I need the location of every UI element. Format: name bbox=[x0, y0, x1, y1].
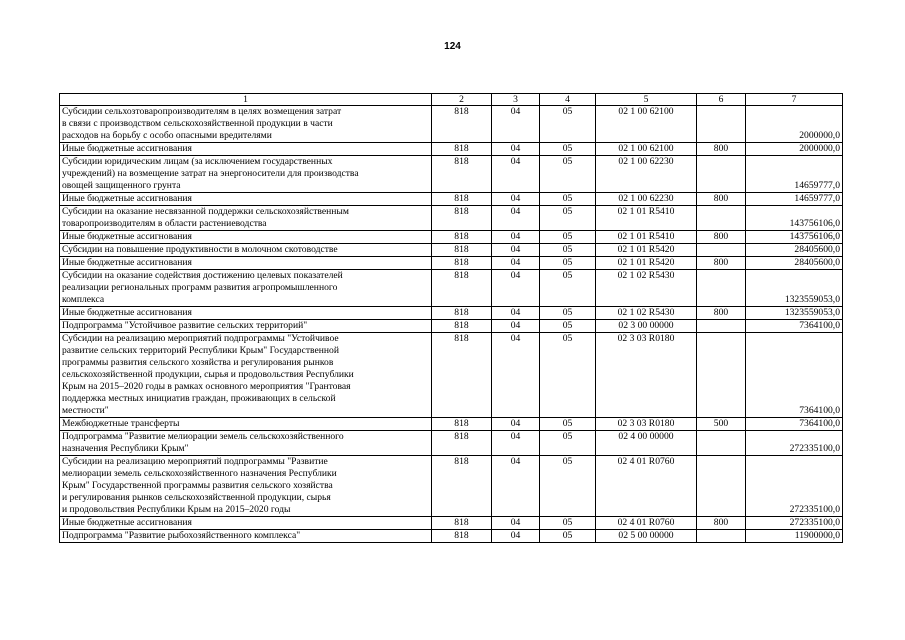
section-code-cell: 04 bbox=[492, 333, 540, 418]
section-code-cell: 04 bbox=[492, 206, 540, 231]
table-row bbox=[60, 270, 843, 307]
table-row bbox=[60, 307, 843, 320]
target-article-cell: 02 1 01 R5410 bbox=[596, 206, 697, 231]
table-row bbox=[60, 456, 843, 517]
section-code-cell: 04 bbox=[492, 244, 540, 257]
amount-cell: 272335100,0 bbox=[746, 456, 843, 517]
budget-table bbox=[59, 93, 843, 543]
target-article-cell: 02 4 01 R0760 bbox=[596, 456, 697, 517]
target-article-cell: 02 1 01 R5420 bbox=[596, 244, 697, 257]
section-code-cell: 04 bbox=[492, 320, 540, 333]
target-article-cell: 02 1 02 R5430 bbox=[596, 270, 697, 307]
section-code-cell: 04 bbox=[492, 530, 540, 543]
item-name-cell: Субсидии на повышение продуктивности в молочном скотоводстве bbox=[60, 244, 432, 257]
expense-type-cell: 800 bbox=[697, 517, 746, 530]
amount-cell: 11900000,0 bbox=[746, 530, 843, 543]
subsection-code-cell: 05 bbox=[540, 431, 596, 456]
item-name-cell: Субсидии на реализацию мероприятий подпрограммы "Развитие мелиорации земель сельскохозяйственного назначения Республики Крым" Государственной программы развития сельского хозяйства и регулирования рынков сельскохозяйственной продукции, сырья и продовольствия Республики Крым на 2015–2020 годы bbox=[60, 456, 432, 517]
expense-type-cell: 500 bbox=[697, 418, 746, 431]
item-name-cell: Подпрограмма "Устойчивое развитие сельских территорий" bbox=[60, 320, 432, 333]
section-code-cell: 04 bbox=[492, 156, 540, 193]
subsection-code-cell: 05 bbox=[540, 143, 596, 156]
ministry-code-cell: 818 bbox=[432, 530, 492, 543]
header-cell: 1 bbox=[60, 94, 432, 106]
subsection-code-cell: 05 bbox=[540, 193, 596, 206]
ministry-code-cell: 818 bbox=[432, 193, 492, 206]
subsection-code-cell: 05 bbox=[540, 333, 596, 418]
amount-cell: 7364100,0 bbox=[746, 333, 843, 418]
table-row bbox=[60, 244, 843, 257]
ministry-code-cell: 818 bbox=[432, 333, 492, 418]
item-name-cell: Межбюджетные трансферты bbox=[60, 418, 432, 431]
subsection-code-cell: 05 bbox=[540, 517, 596, 530]
expense-type-cell bbox=[697, 456, 746, 517]
table-row bbox=[60, 431, 843, 456]
section-code-cell: 04 bbox=[492, 307, 540, 320]
subsection-code-cell: 05 bbox=[540, 270, 596, 307]
table-row bbox=[60, 156, 843, 193]
section-code-cell: 04 bbox=[492, 270, 540, 307]
subsection-code-cell: 05 bbox=[540, 244, 596, 257]
header-cell: 3 bbox=[492, 94, 540, 106]
header-cell: 6 bbox=[697, 94, 746, 106]
expense-type-cell: 800 bbox=[697, 257, 746, 270]
item-name-cell: Иные бюджетные ассигнования bbox=[60, 143, 432, 156]
target-article-cell: 02 1 01 R5410 bbox=[596, 231, 697, 244]
table-row bbox=[60, 206, 843, 231]
table-row bbox=[60, 231, 843, 244]
target-article-cell: 02 4 01 R0760 bbox=[596, 517, 697, 530]
ministry-code-cell: 818 bbox=[432, 270, 492, 307]
header-cell: 5 bbox=[596, 94, 697, 106]
header-cell: 2 bbox=[432, 94, 492, 106]
item-name-cell: Иные бюджетные ассигнования bbox=[60, 231, 432, 244]
table-row bbox=[60, 106, 843, 143]
target-article-cell: 02 3 00 00000 bbox=[596, 320, 697, 333]
table-row bbox=[60, 320, 843, 333]
expense-type-cell bbox=[697, 431, 746, 456]
section-code-cell: 04 bbox=[492, 517, 540, 530]
ministry-code-cell: 818 bbox=[432, 307, 492, 320]
section-code-cell: 04 bbox=[492, 231, 540, 244]
item-name-cell: Иные бюджетные ассигнования bbox=[60, 257, 432, 270]
item-name-cell: Иные бюджетные ассигнования bbox=[60, 193, 432, 206]
ministry-code-cell: 818 bbox=[432, 456, 492, 517]
table-row bbox=[60, 257, 843, 270]
target-article-cell: 02 1 00 62230 bbox=[596, 193, 697, 206]
amount-cell: 1323559053,0 bbox=[746, 270, 843, 307]
amount-cell: 2000000,0 bbox=[746, 106, 843, 143]
expense-type-cell: 800 bbox=[697, 143, 746, 156]
item-name-cell: Подпрограмма "Развитие мелиорации земель сельскохозяйственного назначения Республики Крым" bbox=[60, 431, 432, 456]
amount-cell: 28405600,0 bbox=[746, 244, 843, 257]
target-article-cell: 02 5 00 00000 bbox=[596, 530, 697, 543]
ministry-code-cell: 818 bbox=[432, 517, 492, 530]
expense-type-cell bbox=[697, 156, 746, 193]
target-article-cell: 02 3 03 R0180 bbox=[596, 333, 697, 418]
expense-type-cell bbox=[697, 106, 746, 143]
amount-cell: 2000000,0 bbox=[746, 143, 843, 156]
item-name-cell: Субсидии на реализацию мероприятий подпрограммы "Устойчивое развитие сельских территорий Республики Крым" Государственной программы развития сельского хозяйства и регулирования рынков сельскохозяйственной продукции, сырья и продовольствия Республики Крым на 2015–2020 годы в рамках основного мероприятия "Грантовая поддержка местных инициатив граждан, проживающих в сельской местности" bbox=[60, 333, 432, 418]
amount-cell: 272335100,0 bbox=[746, 431, 843, 456]
subsection-code-cell: 05 bbox=[540, 106, 596, 143]
amount-cell: 272335100,0 bbox=[746, 517, 843, 530]
expense-type-cell bbox=[697, 206, 746, 231]
item-name-cell: Субсидии на оказание несвязанной поддержки сельскохозяйственным товаропроизводителям в области растениеводства bbox=[60, 206, 432, 231]
item-name-cell: Иные бюджетные ассигнования bbox=[60, 307, 432, 320]
table-row bbox=[60, 517, 843, 530]
target-article-cell: 02 1 00 62100 bbox=[596, 106, 697, 143]
header-cell: 4 bbox=[540, 94, 596, 106]
ministry-code-cell: 818 bbox=[432, 257, 492, 270]
table-row bbox=[60, 333, 843, 418]
amount-cell: 14659777,0 bbox=[746, 193, 843, 206]
ministry-code-cell: 818 bbox=[432, 143, 492, 156]
item-name-cell: Субсидии сельхозтоваропроизводителям в целях возмещения затрат в связи с производством сельскохозяйственной продукции в части расходов на борьбу с особо опасными вредителями bbox=[60, 106, 432, 143]
expense-type-cell: 800 bbox=[697, 307, 746, 320]
subsection-code-cell: 05 bbox=[540, 418, 596, 431]
expense-type-cell bbox=[697, 244, 746, 257]
table-row bbox=[60, 418, 843, 431]
subsection-code-cell: 05 bbox=[540, 156, 596, 193]
amount-cell: 7364100,0 bbox=[746, 418, 843, 431]
item-name-cell: Субсидии на оказание содействия достижению целевых показателей реализации региональных программ развития агропромышленного комплекса bbox=[60, 270, 432, 307]
expense-type-cell: 800 bbox=[697, 231, 746, 244]
target-article-cell: 02 1 02 R5430 bbox=[596, 307, 697, 320]
target-article-cell: 02 4 00 00000 bbox=[596, 431, 697, 456]
ministry-code-cell: 818 bbox=[432, 418, 492, 431]
amount-cell: 28405600,0 bbox=[746, 257, 843, 270]
expense-type-cell bbox=[697, 320, 746, 333]
item-name-cell: Иные бюджетные ассигнования bbox=[60, 517, 432, 530]
subsection-code-cell: 05 bbox=[540, 530, 596, 543]
section-code-cell: 04 bbox=[492, 143, 540, 156]
amount-cell: 1323559053,0 bbox=[746, 307, 843, 320]
section-code-cell: 04 bbox=[492, 456, 540, 517]
header-row bbox=[60, 94, 843, 106]
target-article-cell: 02 1 01 R5420 bbox=[596, 257, 697, 270]
expense-type-cell bbox=[697, 270, 746, 307]
section-code-cell: 04 bbox=[492, 106, 540, 143]
target-article-cell: 02 3 03 R0180 bbox=[596, 418, 697, 431]
table-row bbox=[60, 530, 843, 543]
section-code-cell: 04 bbox=[492, 193, 540, 206]
section-code-cell: 04 bbox=[492, 257, 540, 270]
header-cell: 7 bbox=[746, 94, 843, 106]
amount-cell: 14659777,0 bbox=[746, 156, 843, 193]
section-code-cell: 04 bbox=[492, 418, 540, 431]
item-name-cell: Субсидии юридическим лицам (за исключением государственных учреждений) на возмещение затрат на энергоносители для производства овощей защищенного грунта bbox=[60, 156, 432, 193]
table-row bbox=[60, 143, 843, 156]
subsection-code-cell: 05 bbox=[540, 320, 596, 333]
subsection-code-cell: 05 bbox=[540, 206, 596, 231]
ministry-code-cell: 818 bbox=[432, 244, 492, 257]
expense-type-cell: 800 bbox=[697, 193, 746, 206]
subsection-code-cell: 05 bbox=[540, 456, 596, 517]
ministry-code-cell: 818 bbox=[432, 156, 492, 193]
amount-cell: 143756106,0 bbox=[746, 206, 843, 231]
page-number: 124 bbox=[444, 41, 461, 52]
ministry-code-cell: 818 bbox=[432, 320, 492, 333]
ministry-code-cell: 818 bbox=[432, 206, 492, 231]
expense-type-cell bbox=[697, 530, 746, 543]
ministry-code-cell: 818 bbox=[432, 106, 492, 143]
target-article-cell: 02 1 00 62230 bbox=[596, 156, 697, 193]
item-name-cell: Подпрограмма "Развитие рыбохозяйственного комплекса" bbox=[60, 530, 432, 543]
subsection-code-cell: 05 bbox=[540, 257, 596, 270]
expense-type-cell bbox=[697, 333, 746, 418]
ministry-code-cell: 818 bbox=[432, 231, 492, 244]
amount-cell: 7364100,0 bbox=[746, 320, 843, 333]
amount-cell: 143756106,0 bbox=[746, 231, 843, 244]
target-article-cell: 02 1 00 62100 bbox=[596, 143, 697, 156]
subsection-code-cell: 05 bbox=[540, 231, 596, 244]
section-code-cell: 04 bbox=[492, 431, 540, 456]
subsection-code-cell: 05 bbox=[540, 307, 596, 320]
table-row bbox=[60, 193, 843, 206]
ministry-code-cell: 818 bbox=[432, 431, 492, 456]
